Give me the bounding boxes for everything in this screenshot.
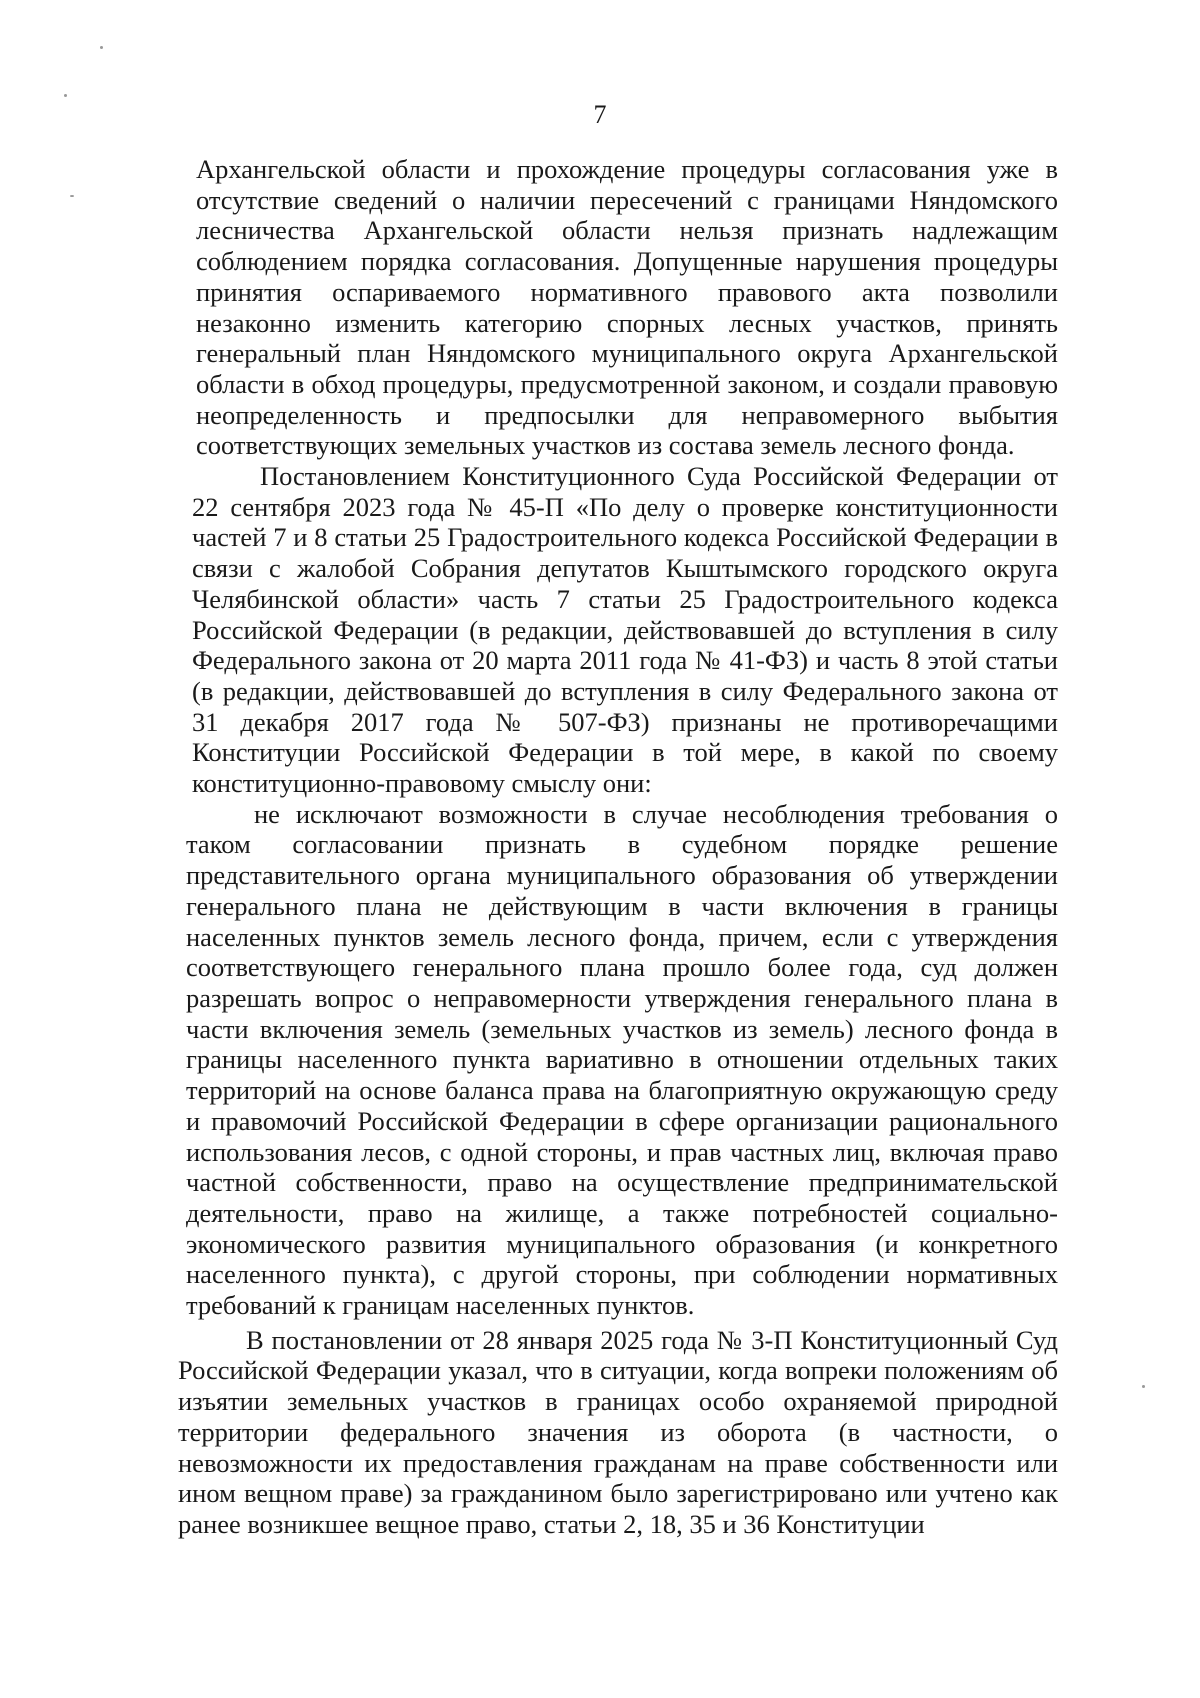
document-body xyxy=(178,154,1058,1540)
scan-speck xyxy=(1142,1385,1145,1388)
paragraph: не исключают возможности в случае несоблюдения требования о таком согласовании признать в судебном порядке решение представительного органа муниципального образования об утверждении генерального плана не действующим в части включения в границы населенных пунктов земель лесного фонда, причем, если с утверждения соответствующего генерального плана прошло более года, суд должен разрешать вопрос о неправомерности утверждения генерального плана в части включения земель (земельных участков из земель) лесного фонда в границы населенного пункта вариативно в отношении отдельных таких территорий на основе баланса права на благоприятную окружающую среду и правомочий Российской Федерации в сфере организации рационального использования лесов, с одной стороны, и прав частных лиц, включая право частной собственности, право на осуществление предпринимательской деятельности, право на жилище, а также потребностей социально-экономического развития муниципального образования (и конкретного населенного пункта), с другой стороны, при соблюдении нормативных требований к границам населенных пунктов. xyxy=(186,798,1058,1321)
paragraph: В постановлении от 28 января 2025 года № 3-П Конституционный Суд Российской Федерации указал, что в ситуации, когда вопреки положениям об изъятии земельных участков в границах особо охраняемой природной территории федерального значения из оборота (в частности, о невозможности их предоставления гражданам на праве собственности или ином вещном праве) за гражданином было зарегистрировано или учтено как ранее возникшее вещное право, статьи 2, 18, 35 и 36 Конституции xyxy=(178,1324,1058,1539)
scan-speck xyxy=(70,195,74,197)
paragraph: Постановлением Конституционного Суда Российской Федерации от 22 сентября 2023 года № 45-П «По делу о проверке конституционности частей 7 и 8 статьи 25 Градостроительного кодекса Российской Федерации в связи с жалобой Собрания депутатов Кыштымского городского округа Челябинской области» часть 7 статьи 25 Градостроительного кодекса Российской Федерации (в редакции, действовавшей до вступления в силу Федерального закона от 20 марта 2011 года № 41-ФЗ) и часть 8 этой статьи (в редакции, действовавшей до вступления в силу Федерального закона от 31 декабря 2017 года № 507-ФЗ) признаны не противоречащими Конституции Российской Федерации в той мере, в какой по своему конституционно-правовому смыслу они: xyxy=(192,461,1058,799)
scan-speck xyxy=(64,94,67,97)
page-number: 7 xyxy=(593,100,607,129)
paragraph: Архангельской области и прохождение процедуры согласования уже в отсутствие сведений о наличии пересечений с границами Няндомского лесничества Архангельской области нельзя признать надлежащим соблюдением порядка согласования. Допущенные нарушения процедуры принятия оспариваемого нормативного правового акта позволили незаконно изменить категорию спорных лесных участков, принять генеральный план Няндомского муниципального округа Архангельской области в обход процедуры, предусмотренной законом, и создали правовую неопределенность и предпосылки для неправомерного выбытия соответствующих земельных участков из состава земель лесного фонда. xyxy=(196,154,1058,461)
scan-speck xyxy=(100,46,103,49)
